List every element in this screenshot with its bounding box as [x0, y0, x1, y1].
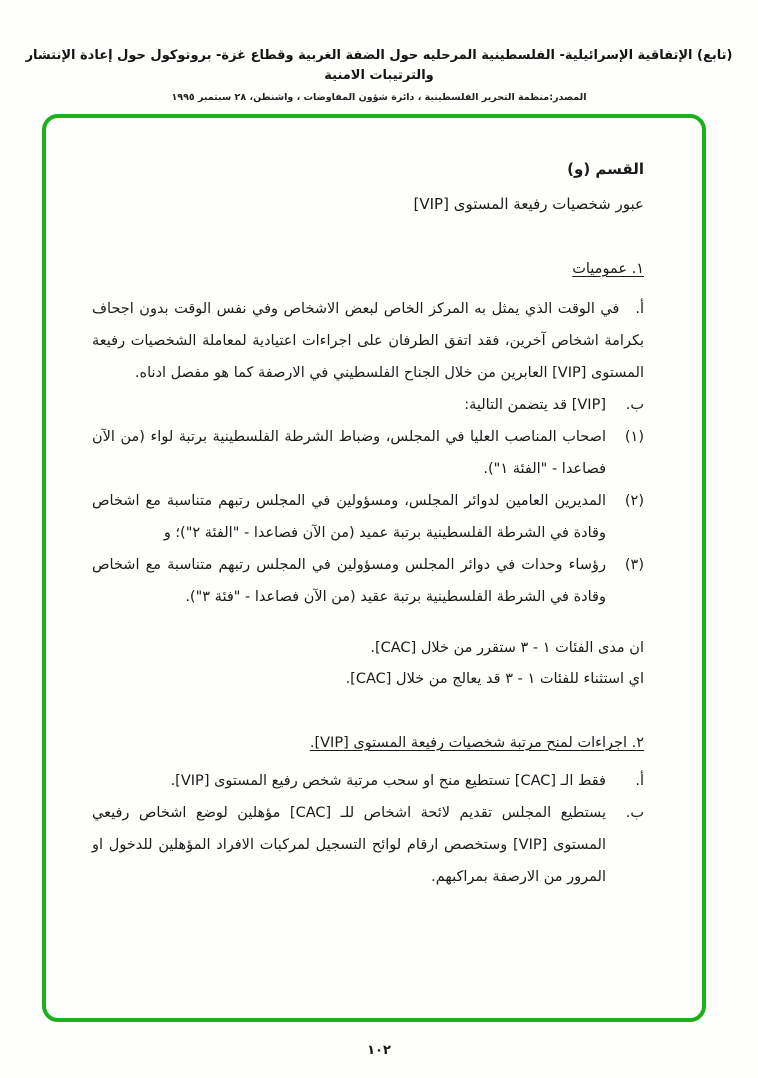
- document-header: [20, 46, 738, 103]
- note-categories-determined: ان مدى الفئات ١ - ٣ ستقرر من خلال [CAC].: [370, 640, 644, 656]
- part1-numbered-item-3-text: رؤساء وحدات في دوائر المجلس ومسؤولين في المجلس رتبهم متناسبة مع اشخاص وقادة في الشرطة الفلسطينية برتبة عقيد (من الآن فصاعدا - "فئة ٣").: [92, 557, 606, 605]
- section-subtitle: عبور شخصيات رفيعة المستوى [VIP]: [413, 195, 644, 213]
- part1-item-a: [92, 293, 644, 389]
- part1-numbered-item-1-text: اصحاب المناصب العليا في المجلس، وضباط الشرطة الفلسطينية برتبة لواء (من الآن فصاعدا - "الفئة ١").: [92, 429, 606, 477]
- part2-item-a: [92, 765, 644, 797]
- part2-item-a-marker: أ.: [635, 773, 644, 789]
- part1-item-b: [92, 389, 644, 421]
- part1-numbered-item-3: [92, 549, 644, 613]
- page-number: ١٠٢: [367, 1043, 391, 1058]
- part1-numbered-item-2: [92, 485, 644, 549]
- header-source-line: المصدر:منظمة التحرير الفلسطينية ، دائرة شؤون المفاوضات ، واشنطن، ٢٨ سبتمبر ١٩٩٥: [171, 92, 587, 103]
- header-title: (تابع) الإتفاقية الإسرائيلية- الفلسطينية المرحليه حول الضفة الغربية وقطاع غزة- بروتوكول حول إعادة الإنتشار والترتيبات الامنية: [25, 48, 733, 83]
- part1-item-a-text: في الوقت الذي يمثل به المركز الخاص لبعض الاشخاص وفي نفس الوقت بدون اجحاف بكرامة اشخاص آخرين، فقد اتفق الطرفان على اجراءات اعتيادية لمعاملة الشخصيات رفيعة المستوى [VIP] العابرين من خلال الجناح الفلسطيني في الارصفة كما هو مفصل ادناه.: [92, 301, 644, 381]
- part1-numbered-item-2-marker: (٢): [624, 493, 644, 509]
- part2-item-b-marker: ب.: [625, 805, 644, 821]
- part1-heading: ١. عموميات: [572, 261, 644, 277]
- part1-item-b-text: [VIP] قد يتضمن التالية:: [464, 397, 606, 413]
- part1-item-b-marker: ب.: [625, 397, 644, 413]
- part1-numbered-item-3-marker: (٣): [624, 557, 644, 573]
- part2-items: [92, 765, 644, 893]
- section-title: القسم (و): [567, 160, 644, 178]
- part1-notes: [92, 633, 644, 695]
- part1-numbered-item-1-marker: (١): [624, 429, 644, 445]
- part1-numbered-item-2-text: المديرين العامين لدوائر المجلس، ومسؤولين في المجلس رتبهم متناسبة مع اشخاص وقادة في الشرطة الفلسطينية برتبة عميد (من الآن فصاعدا - "الفئة ٢")؛ و: [92, 493, 606, 541]
- part2-item-b-text: يستطيع المجلس تقديم لائحة اشخاص للـ [CAC] مؤهلين لوضع اشخاص رفيعي المستوى [VIP] وستخصص ارقام لوائح التسجيل لمركبات الافراد المؤهلين للدخول او المرور من الارصفة بمراكبهم.: [92, 805, 607, 885]
- part1-item-a-marker: أ.: [635, 301, 644, 317]
- part2-heading: ٢. اجراءات لمنح مرتبة شخصيات رفيعة المستوى [VIP].: [309, 735, 644, 751]
- note-categories-exception: اي استثناء للفئات ١ - ٣ قد يعالج من خلال [CAC].: [345, 671, 644, 687]
- part1-numbered-item-1: [92, 421, 644, 485]
- part2-item-a-text: فقط الـ [CAC] تستطيع منح او سحب مرتبة شخص رفيع المستوى [VIP].: [170, 773, 606, 789]
- content-frame: [42, 114, 706, 1022]
- part2-item-b: [92, 797, 644, 893]
